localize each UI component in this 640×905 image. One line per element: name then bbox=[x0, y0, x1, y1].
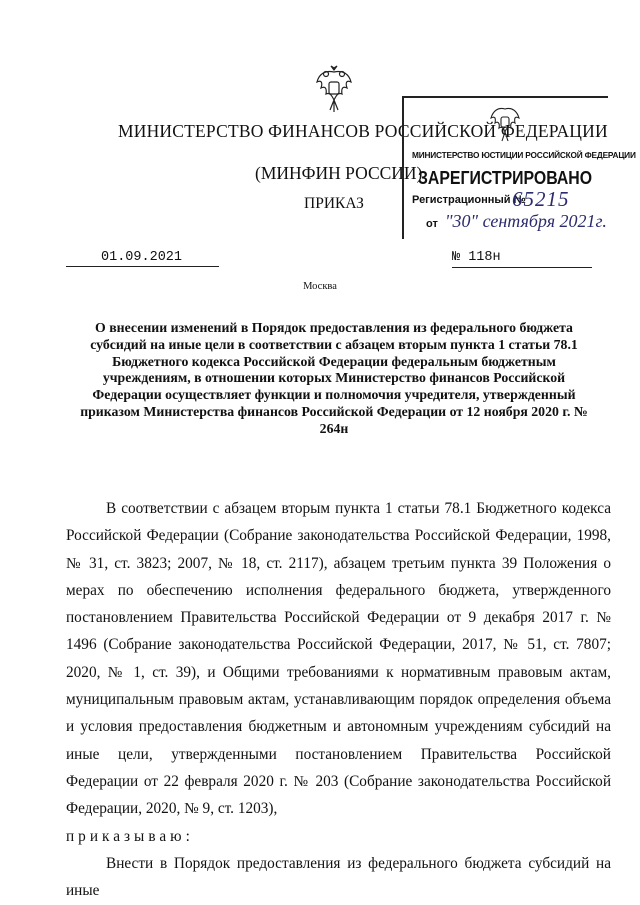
document-date: 01.09.2021 bbox=[66, 250, 219, 267]
stamp-reg-label: Регистрационный № bbox=[412, 194, 526, 206]
document-body bbox=[66, 495, 611, 904]
document-title: О внесении изменений в Порядок предоставления из федерального бюджета субсидий на иные цели в соответствии с абзацем вторым пункта 1 статьи 78.1 Бюджетного кодекса Российской Федерации федеральным бюджетным учреждениям, в отношении которых Министерство финансов Российской Федерации осуществляет функции и полномочия учредителя, утвержденный приказом Министерства финансов Российской Федерации от 12 ноября 2020 г. № 264н bbox=[80, 320, 588, 436]
decree-line bbox=[66, 823, 611, 850]
coat-of-arms-emblem bbox=[313, 64, 355, 114]
stamp-emblem-icon bbox=[488, 103, 522, 143]
stamp-from-date: "30" сентября 2021г. bbox=[445, 211, 607, 231]
decree-word: приказываю: bbox=[66, 827, 194, 845]
body-paragraph-1: В соответствии с абзацем вторым пункта 1 статьи 78.1 Бюджетного кодекса Российской Федерации (Собрание законодательства Российской Федерации, 1998, № 31, ст. 3823; 2007, № 18, ст. 2117), абзацем третьим пункта 39 Положения о мерах по обеспечению исполнения федерального бюджета, утвержденного постановлением Правительства Российской Федерации от 9 декабря 2017 г. № 1496 (Собрание законодательства Российской Федерации, 2017, № 51, ст. 7807; 2020, № 1, ст. 39), и Общими требованиями к нормативным правовым актам, муниципальным правовым актам, устанавливающим порядок определения объема и условия предоставления бюджетным и автономным учреждениям субсидий на иные цели, утвержденными постановлением Правительства Российской Федерации от 22 февраля 2020 г. № 203 (Собрание законодательства Российской Федерации, 2020, № 9, ст. 1203), bbox=[66, 500, 611, 818]
stamp-ministry: МИНИСТЕРСТВО ЮСТИЦИИ РОССИЙСКОЙ ФЕДЕРАЦИИ bbox=[412, 150, 636, 160]
ministry-name: МИНИСТЕРСТВО ФИНАНСОВ РОССИЙСКОЙ ФЕДЕРАЦИИ bbox=[118, 121, 608, 141]
body-paragraph-2: Внести в Порядок предоставления из федерального бюджета субсидий на иные bbox=[66, 854, 611, 900]
stamp-from-label: от bbox=[426, 218, 438, 230]
ministry-short-name: (МИНФИН РОССИИ) bbox=[255, 163, 423, 183]
stamp-status: ЗАРЕГИСТРИРОВАНО bbox=[418, 168, 593, 188]
document-type: ПРИКАЗ bbox=[304, 195, 364, 212]
city: Москва bbox=[303, 281, 337, 292]
stamp-reg-number: 65215 bbox=[512, 187, 570, 211]
document-number: № 118н bbox=[452, 250, 592, 268]
